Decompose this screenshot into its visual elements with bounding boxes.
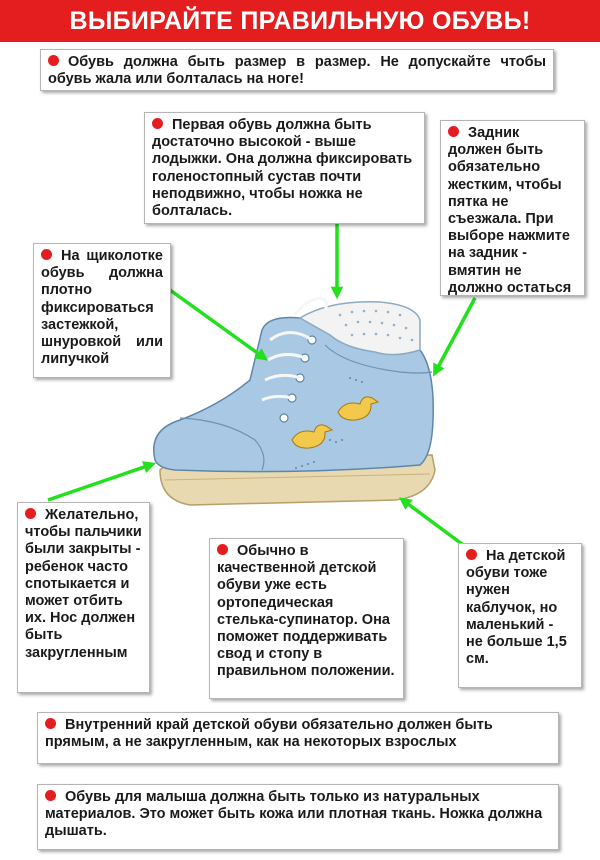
tip-insole-box: [209, 538, 404, 699]
tip-high-box: [144, 112, 425, 224]
red-dot-icon: [45, 718, 56, 729]
red-dot-icon: [466, 549, 477, 560]
red-dot-icon: [48, 55, 59, 66]
page-title: ВЫБИРАЙТЕ ПРАВИЛЬНУЮ ОБУВЬ!: [69, 6, 531, 35]
red-dot-icon: [25, 508, 36, 519]
tip-heel-text: На детской обуви тоже нужен каблучок, но маленький - не больше 1,5 см.: [466, 548, 567, 668]
red-dot-icon: [41, 249, 52, 260]
tip-inner-edge-box: [37, 712, 559, 764]
red-dot-icon: [152, 118, 163, 129]
tip-materials-text: Обувь для малыша должна быть только из натуральных материалов. Это может быть кожа или плотная ткань. Ножка должна дышать.: [45, 789, 543, 840]
tip-insole-text: Обычно в качественной детской обуви уже есть ортопедическая стелька-супинатор. Она поможет поддерживать свод и стопу в правильном положении.: [217, 543, 395, 680]
red-dot-icon: [448, 126, 459, 137]
tip-ankle-text: На щиколотке обувь должна плотно фиксироваться застежкой, шнуровкой или липучкой: [41, 248, 163, 368]
tip-size-text: Обувь должна быть размер в размер. Не допускайте чтобы обувь жала или болталась на ноге!: [48, 54, 546, 88]
tip-ankle-box: [33, 243, 171, 378]
tip-inner-edge-text: Внутренний край детской обуви обязательно должен быть прямым, а не закругленным, как на некоторых взрослых: [45, 717, 493, 751]
tip-toes-text: Желательно, чтобы пальчики были закрыты - ребенок часто спотыкается и может отбить их. Нос должен быть закругленным: [25, 507, 142, 661]
tip-size-box: [40, 49, 554, 91]
tip-materials-box: [37, 784, 559, 850]
tip-high-text: Первая обувь должна быть достаточно высокой - выше лодыжки. Она должна фиксировать голеностопный сустав почти неподвижно, чтобы ножка не болталась.: [152, 117, 413, 220]
tip-heel-box: [458, 543, 582, 688]
tip-toes-box: [17, 502, 150, 693]
red-dot-icon: [217, 544, 228, 555]
tip-heel-counter-text: Задник должен быть обязательно жестким, чтобы пятка не съезжала. При выборе нажмите на задник - вмятин не должно остаться: [448, 125, 572, 296]
red-dot-icon: [45, 790, 56, 801]
tip-heel-counter-box: [440, 120, 585, 296]
